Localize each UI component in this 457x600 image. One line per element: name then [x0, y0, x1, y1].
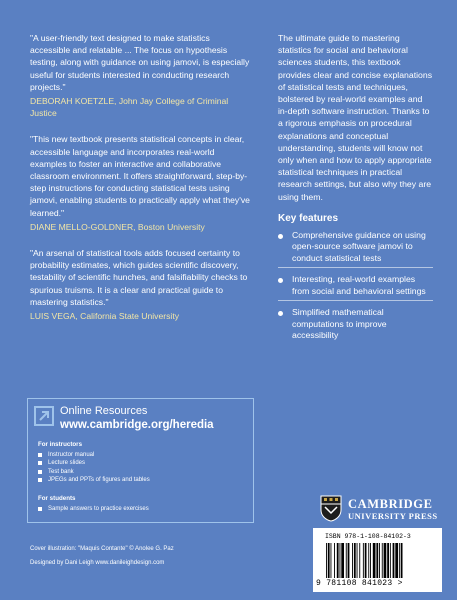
online-resources-header: [60, 405, 214, 432]
instructors-section: [38, 441, 150, 484]
key-features-list: [278, 230, 433, 342]
square-bullet-icon: [38, 453, 42, 457]
book-description: [278, 32, 433, 350]
key-feature-item: [278, 274, 433, 297]
quote-text: "An arsenal of statistical tools adds focused certainty to probability estimates, which guides scientific discovery, testability of scientific hunches, and falsifiability checks to spurious truisms. It is a clear and practical guide to mastering statistics.": [30, 248, 248, 307]
barcode-bars: [325, 543, 435, 578]
bullet-icon: [278, 311, 283, 316]
publisher-name-line2: UNIVERSITY PRESS: [348, 511, 438, 521]
blurb-text: The ultimate guide to mastering statistics for social and behavioral sciences students, this textbook provides clear and concise explanations of statistical tests and techniques, bolstered by real-world examples and in-depth software instruction. Thanks to a rigorous emphasis on procedural explanations and conceptual understanding, students will know not only when and how to apply appropriate statistical techniques in practical research settings, but also why they are using them.: [278, 33, 433, 202]
isbn-text: ISBN 978-1-108-84102-3: [325, 533, 411, 540]
key-feature-item: [278, 230, 433, 265]
publisher-name: [348, 498, 438, 521]
resource-item: Lecture slides: [38, 459, 150, 467]
quote-author: DIANE MELLO-GOLDNER, Boston University: [30, 221, 205, 232]
endorsements: [30, 32, 252, 336]
arrow-link-icon: [34, 406, 54, 426]
cover-credit: Cover illustration: "Maquis Contante" © Anolee G. Paz: [30, 546, 174, 552]
resource-item: Test bank: [38, 468, 150, 476]
square-bullet-icon: [38, 478, 42, 482]
divider: [278, 300, 433, 301]
barcode: [313, 528, 442, 592]
resource-item: JPEGs and PPTs of figures and tables: [38, 476, 150, 484]
bullet-icon: [278, 278, 283, 283]
quote-block: [30, 133, 252, 233]
square-bullet-icon: [38, 461, 42, 465]
instructors-label: For instructors: [38, 441, 83, 448]
quote-block: [30, 247, 252, 322]
resource-item: Instructor manual: [38, 451, 150, 459]
design-credit: Designed by Dani Leigh www.danileighdesign.com: [30, 560, 165, 566]
key-feature-text: Interesting, real-world examples from social and behavioral settings: [292, 274, 426, 296]
bullet-icon: [278, 234, 283, 239]
students-section: [38, 495, 149, 513]
barcode-number: 9 781108 841023 >: [316, 579, 403, 588]
online-resources-url[interactable]: www.cambridge.org/heredia: [60, 419, 214, 431]
resource-item: Sample answers to practice exercises: [38, 505, 149, 513]
key-feature-item: [278, 307, 433, 342]
square-bullet-icon: [38, 470, 42, 474]
key-feature-text: Comprehensive guidance on using open-source software jamovi to conduct statistical tests: [292, 229, 426, 263]
key-feature-text: Simplified mathematical computations to improve accessibility: [292, 307, 387, 341]
publisher-logo: [320, 495, 438, 525]
quote-text: "A user-friendly text designed to make statistics accessible and relatable ... The focus on hypothesis testing, along with guidance on using jamovi, is especially useful for students interested in conducting research projects.": [30, 33, 250, 92]
publisher-name-line1: CAMBRIDGE: [348, 497, 433, 511]
credits: [30, 545, 174, 573]
online-resources-box: [27, 398, 254, 523]
quote-block: [30, 32, 252, 119]
quote-author: DEBORAH KOETZLE, John Jay College of Criminal Justice: [30, 96, 229, 119]
divider: [278, 267, 433, 268]
students-label: For students: [38, 495, 76, 502]
square-bullet-icon: [38, 507, 42, 511]
quote-author: LUIS VEGA, California State University: [30, 311, 180, 322]
university-shield-icon: [320, 495, 342, 522]
key-features-title: Key features: [278, 212, 339, 224]
quote-text: "This new textbook presents statistical concepts in clear, accessible language and incorporates real-world examples to foster an interactive and collaborative classroom environment. It offers straightforward, step-by-step instructions for conducting statistical tests using jamovi, enabling students to practically apply what they've learned.": [30, 134, 250, 218]
online-resources-title: Online Resources: [60, 405, 148, 417]
